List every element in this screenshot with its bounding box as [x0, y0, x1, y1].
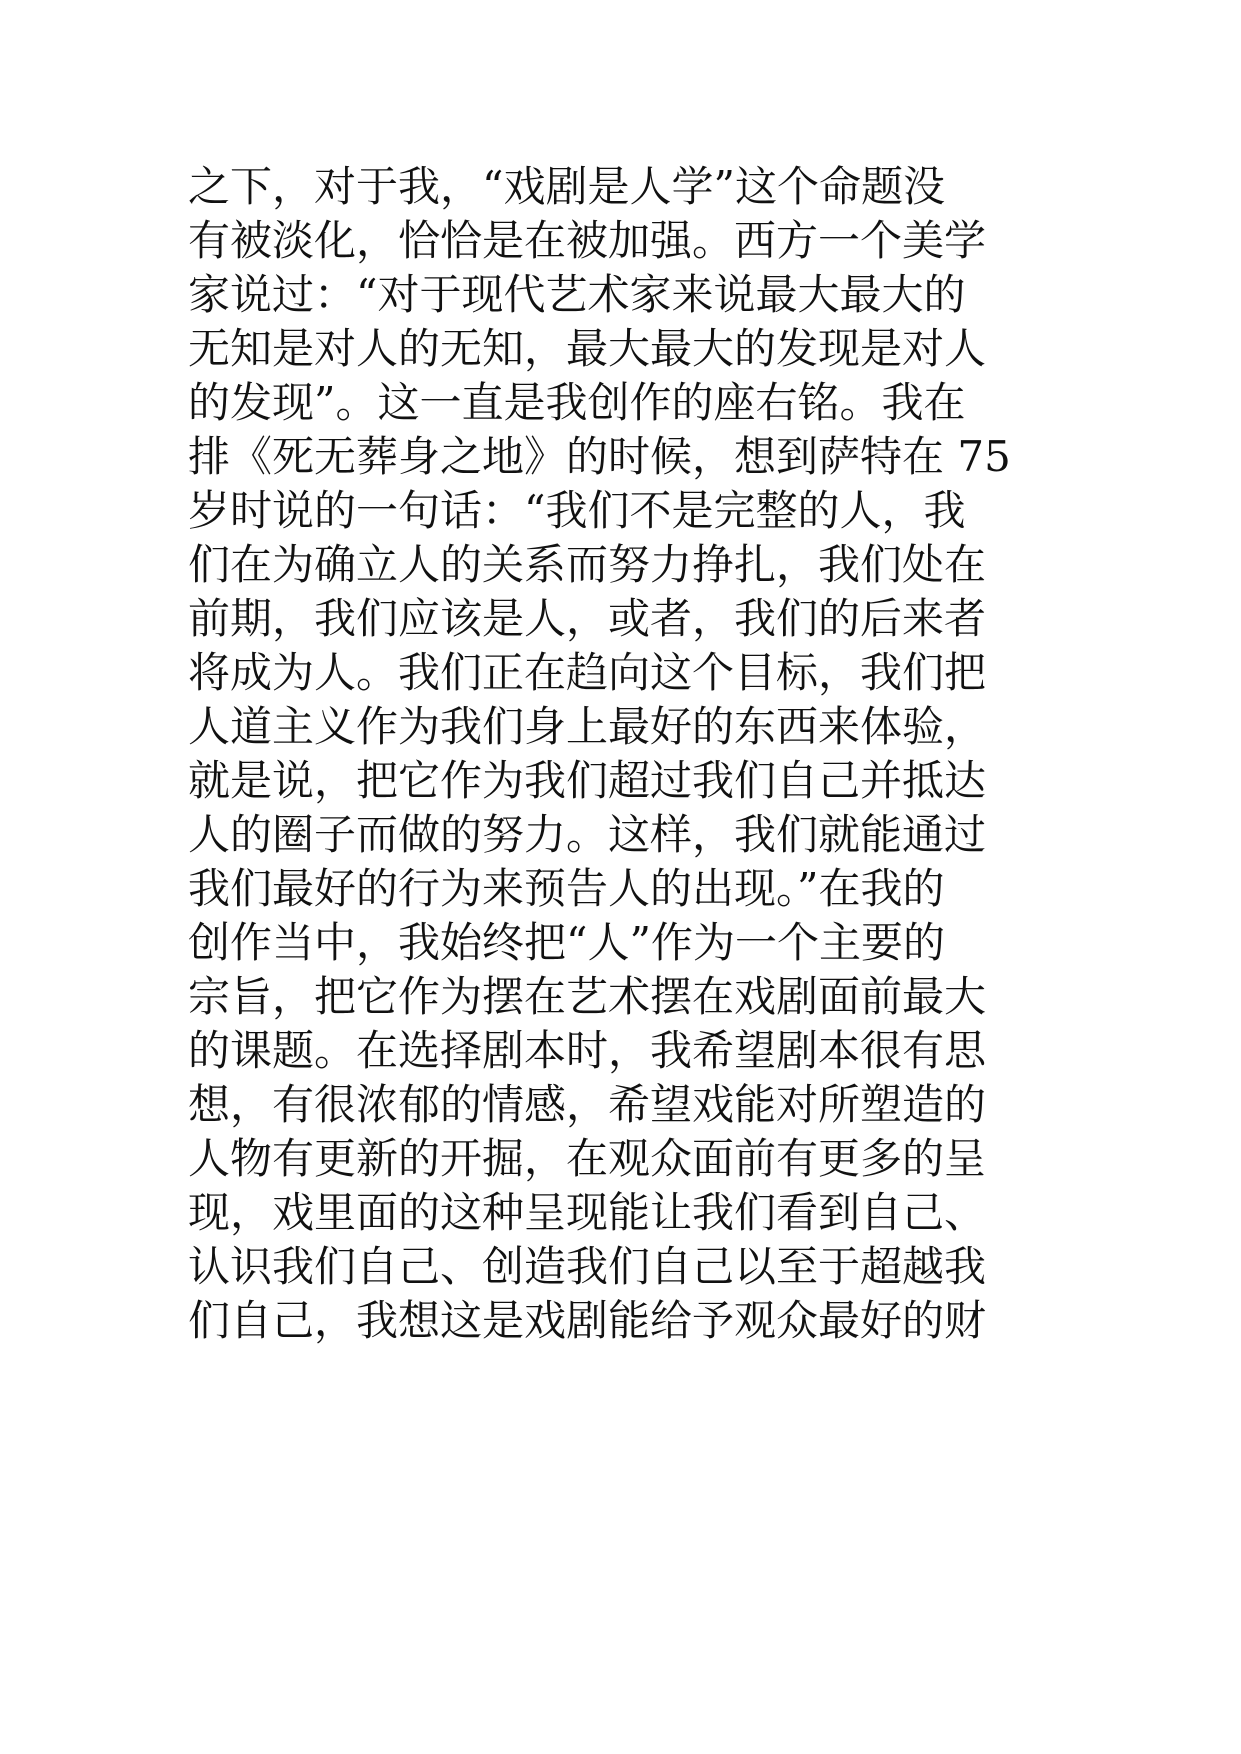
text-line: 岁时说的一句话：“我们不是完整的人，我 — [188, 486, 966, 535]
text-line: 们在为确立人的关系而努力挣扎，我们处在 — [188, 540, 987, 589]
text-line: 排《死无葬身之地》的时候，想到萨特在 75 — [188, 432, 1011, 481]
text-line: 前期，我们应该是人，或者，我们的后来者 — [188, 594, 987, 643]
text-line: 创作当中，我始终把“人”作为一个主要的 — [188, 918, 945, 967]
text-line: 人的圈子而做的努力。这样，我们就能通过 — [188, 810, 987, 859]
text-line: 想，有很浓郁的情感，希望戏能对所塑造的 — [188, 1080, 987, 1129]
text-line: 我们最好的行为来预告人的出现。”在我的 — [188, 864, 945, 913]
text-line: 的发现”。这一直是我创作的座右铭。我在 — [188, 378, 966, 427]
text-line: 的课题。在选择剧本时，我希望剧本很有思 — [188, 1026, 987, 1075]
text-line: 将成为人。我们正在趋向这个目标，我们把 — [188, 648, 987, 697]
text-line: 宗旨，把它作为摆在艺术摆在戏剧面前最大 — [188, 972, 987, 1021]
text-line: 人物有更新的开掘，在观众面前有更多的呈 — [188, 1134, 987, 1183]
text-line: 就是说，把它作为我们超过我们自己并抵达 — [188, 756, 987, 805]
text-line: 之下，对于我，“戏剧是人学”这个命题没 — [188, 162, 945, 211]
text-line: 家说过：“对于现代艺术家来说最大最大的 — [188, 270, 966, 319]
text-line: 有被淡化，恰恰是在被加强。西方一个美学 — [188, 216, 987, 265]
text-line: 认识我们自己、创造我们自己以至于超越我 — [188, 1242, 987, 1291]
body-text — [188, 160, 1088, 1348]
text-line: 无知是对人的无知，最大最大的发现是对人 — [188, 324, 987, 373]
text-line: 人道主义作为我们身上最好的东西来体验， — [188, 702, 987, 751]
text-line: 现，戏里面的这种呈现能让我们看到自己、 — [188, 1188, 987, 1237]
text-line: 们自己，我想这是戏剧能给予观众最好的财 — [188, 1296, 987, 1345]
